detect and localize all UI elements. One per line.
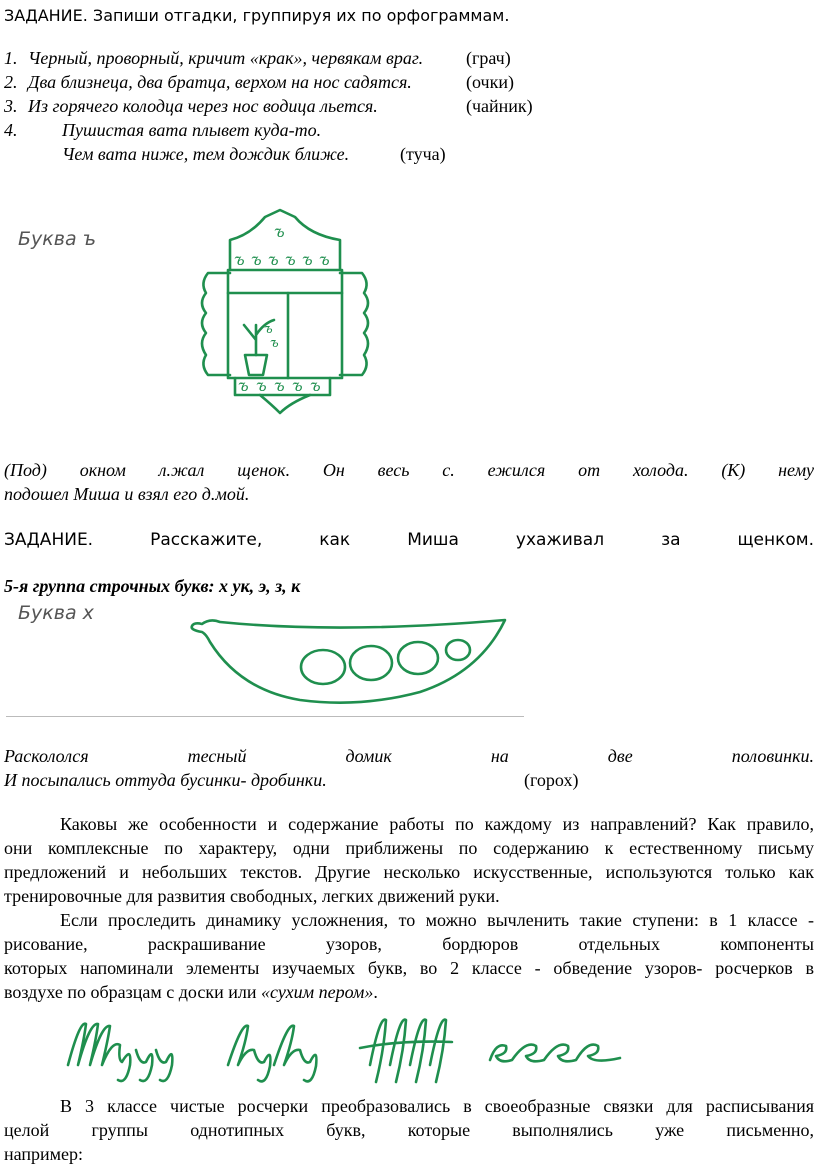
word: ЗАДАНИЕ. xyxy=(4,530,94,550)
riddle-number: 4. xyxy=(4,120,18,140)
text-line xyxy=(4,980,814,1004)
text-line: тренировочные для развития свободных, легких движений руки. xyxy=(4,886,500,906)
glyph-mark: ъ xyxy=(234,250,245,269)
text-line: целой группы однотипных букв, которые выполнялись уже письменно, xyxy=(4,1120,814,1140)
riddle-text: Пушистая вата плывет куда-то. xyxy=(62,120,322,140)
text-line: Если проследить динамику усложнения, то можно вычленить такие ступени: в 1 классе - xyxy=(60,910,814,930)
riddle-answer: (очки) xyxy=(466,72,514,92)
text-line: например: xyxy=(4,1144,84,1164)
riddle-answer: (туча) xyxy=(400,144,446,164)
word: окном xyxy=(79,460,126,480)
riddle-1 xyxy=(4,48,423,69)
riddle-text: Два близнеца, два братца, верхом на нос садятся. xyxy=(28,72,412,92)
glyph-mark: ъ xyxy=(274,376,285,395)
word: (К) xyxy=(721,460,746,480)
task2-line xyxy=(4,530,814,550)
text-line: рисование, раскрашивание узоров, бордюров отдельных компоненты xyxy=(4,934,814,954)
group5-heading: 5-я группа строчных букв: х ук, э, з, к xyxy=(4,576,301,596)
glyph-mark: ъ xyxy=(268,250,279,269)
word: весь xyxy=(377,460,410,480)
window-drawing xyxy=(190,205,390,415)
word: щенком. xyxy=(737,530,815,550)
word: холода. xyxy=(632,460,689,480)
glyph-mark: ъ xyxy=(310,376,321,395)
word: как xyxy=(319,530,351,550)
riddle-3 xyxy=(4,96,378,117)
glyph-mark: ъ xyxy=(302,250,313,269)
word: на xyxy=(490,746,509,766)
word: Раскололся xyxy=(4,746,89,766)
glyph-mark: ъ xyxy=(319,250,330,269)
task1-heading: ЗАДАНИЕ. Запиши отгадки, группируя их по орфограммам. xyxy=(4,6,510,25)
glyph-mark: ъ xyxy=(270,336,279,351)
glyph-mark: ъ xyxy=(251,250,262,269)
glyph-mark: ъ xyxy=(256,376,267,395)
text-line: предложений и небольших текстов. Другие несколько искусственные, используются только как xyxy=(4,862,814,882)
figure1-label: Буква ъ xyxy=(18,228,97,250)
word: две xyxy=(607,746,633,766)
riddle-4 xyxy=(4,120,321,141)
glyph-mark: ъ xyxy=(292,376,303,395)
word: тесный xyxy=(187,746,247,766)
riddle-answer: (грач) xyxy=(466,48,511,68)
passage1-line2: подошел Миша и взял его д.мой. xyxy=(4,484,250,504)
word: с. xyxy=(442,460,455,480)
word: ухаживал xyxy=(515,530,605,550)
glyph-mark: ъ xyxy=(274,222,285,241)
text-line: Каковы же особенности и содержание работы по каждому из направлений? Как правило, xyxy=(60,814,814,834)
text-run-italic: «сухим пером» xyxy=(260,982,374,1002)
text-line: они комплексные по характеру, одни приближены по содержанию к естественному письму xyxy=(4,838,814,858)
word: (Под) xyxy=(4,460,47,480)
word: Расскажите, xyxy=(150,530,263,550)
riddle-number: 1. xyxy=(4,48,18,68)
word: от xyxy=(578,460,601,480)
paragraph-2 xyxy=(4,908,814,1004)
text-run: . xyxy=(373,982,378,1002)
riddle2-answer: (горох) xyxy=(524,770,579,790)
word: домик xyxy=(345,746,392,766)
riddle-text: Черный, проворный, кричит «крак», червякам враг. xyxy=(28,48,424,68)
word: л.жал xyxy=(158,460,205,480)
pea-pod-drawing xyxy=(180,612,520,712)
word: нему xyxy=(778,460,815,480)
handwriting-loops-drawing xyxy=(60,1010,640,1090)
passage1-line1 xyxy=(4,460,814,481)
riddle-2 xyxy=(4,72,412,93)
riddle-answer: (чайник) xyxy=(466,96,533,116)
riddle-number: 2. xyxy=(4,72,18,92)
word: щенок. xyxy=(237,460,291,480)
word: за xyxy=(661,530,681,550)
riddle-text-line2: Чем вата ниже, тем дождик ближе. xyxy=(62,144,350,164)
riddle2-line1 xyxy=(4,746,814,767)
paragraph-3 xyxy=(4,1094,814,1166)
figure2-label: Буква х xyxy=(18,602,94,624)
word: Миша xyxy=(407,530,459,550)
text-run: воздухе по образцам с доски или xyxy=(4,982,261,1002)
word: ежился xyxy=(487,460,546,480)
riddle-text: Из горячего колодца через нос водица льется. xyxy=(28,96,378,116)
glyph-mark: ъ xyxy=(264,322,273,337)
word: половинки. xyxy=(731,746,814,766)
word: Он xyxy=(322,460,345,480)
riddle-number: 3. xyxy=(4,96,18,116)
paragraph-1 xyxy=(4,812,814,908)
text-line: которых напоминали элементы изучаемых букв, во 2 классе - обведение узоров- росчерков в xyxy=(4,958,814,978)
divider xyxy=(6,716,524,717)
text-line: В 3 классе чистые росчерки преобразовались в своеобразные связки для расписывания xyxy=(60,1096,814,1116)
riddle2-line2: И посыпались оттуда бусинки- дробинки. xyxy=(4,770,327,790)
glyph-mark: ъ xyxy=(285,250,296,269)
glyph-mark: ъ xyxy=(238,376,249,395)
